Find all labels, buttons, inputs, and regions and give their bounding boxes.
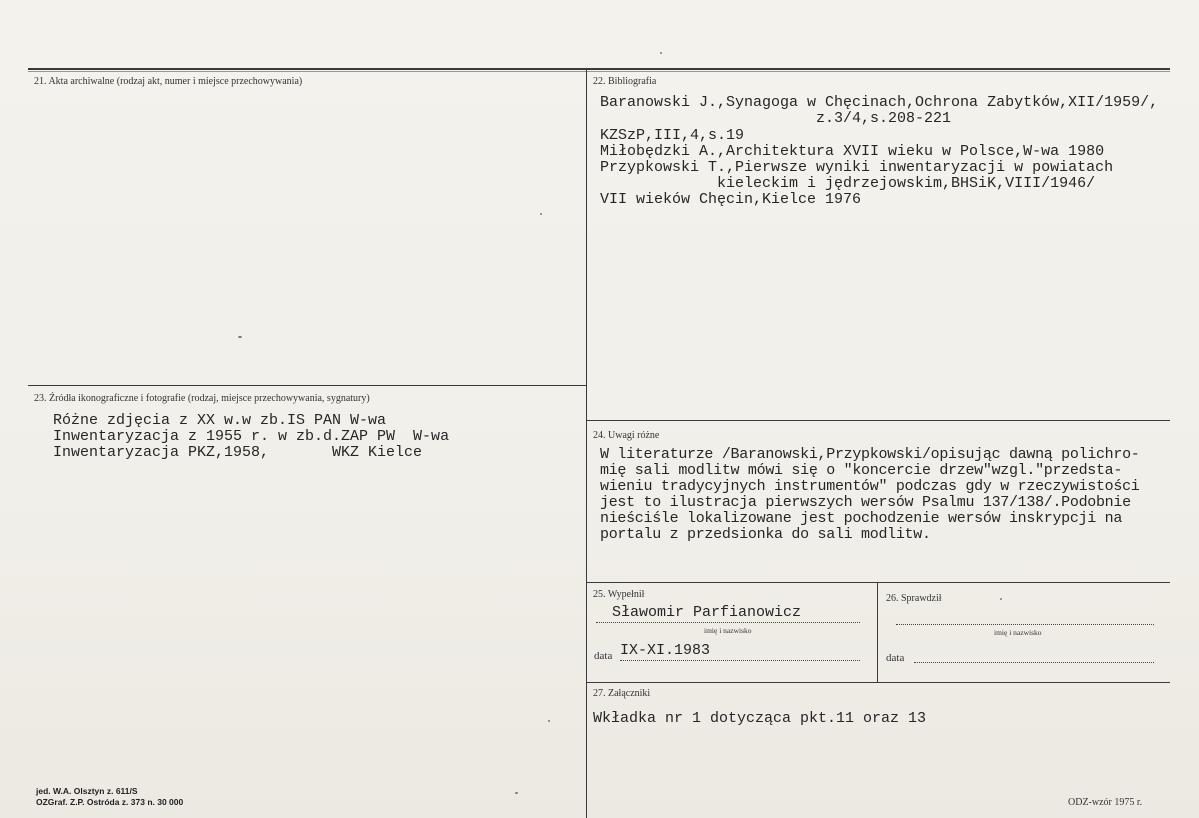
paper-speck [1000, 598, 1002, 600]
section-27-label: 27. Załączniki [593, 688, 651, 699]
top-rule [28, 68, 1170, 70]
sources-line: Inwentaryzacja z 1955 r. w zb.d.ZAP PW W-wa [53, 428, 450, 445]
section-21-label: 21. Akta archiwalne (rodzaj akt, numer i miejsce przechowywania) [34, 76, 303, 87]
bibliography-line: VII wieków Chęcin,Kielce 1976 [600, 191, 862, 208]
section-25-label: 25. Wypełnił [593, 589, 645, 600]
bibliography-line: KZSzP,III,4,s.19 [600, 127, 745, 144]
rule-24-25 [587, 582, 1170, 583]
bibliography-line: kieleckim i jędrzejowskim,BHSiK,VIII/1946/ [600, 175, 1096, 192]
bibliography-line: z.3/4,s.208-221 [600, 110, 952, 127]
checker-date-label: data [886, 652, 905, 664]
divider-25-26 [877, 583, 878, 682]
name-dotted-line [596, 622, 860, 623]
section-23-label: 23. Źródła ikonograficzne i fotografie (rodzaj, miejsce przechowywania, sygnatury) [34, 393, 370, 404]
rule-22-24 [587, 420, 1170, 421]
filled-date: IX-XI.1983 [620, 642, 711, 659]
section-26-label: 26. Sprawdził [886, 593, 942, 604]
paper-speck [540, 213, 542, 215]
checker-name-caption: imię i nazwisko [994, 628, 1042, 637]
printer-imprint-line-2: OZGraf. Z.P. Ostróda z. 373 n. 30 000 [36, 797, 184, 807]
date-dotted-line [620, 660, 860, 661]
remarks-line: wieniu tradycyjnych instrumentów" podczas gdy w rzeczywistości [600, 478, 1140, 495]
printer-imprint-line-1: jed. W.A. Olsztyn z. 611/S [36, 786, 138, 796]
bibliography-line: Przypkowski T.,Pierwsze wyniki inwentaryzacji w powiatach [600, 159, 1114, 176]
top-rule-secondary [28, 71, 1170, 72]
form-number: ODZ-wzór 1975 r. [1068, 797, 1143, 808]
rule-21-23 [28, 385, 586, 386]
filled-by-name: Sławomir Parfianowicz [612, 604, 802, 621]
section-24-label: 24. Uwagi różne [593, 430, 660, 441]
remarks-line: mię sali modlitw mówi się o "koncercie drzew"wzgl."przedsta- [600, 462, 1123, 479]
remarks-line: nieściśle lokalizowane jest pochodzenie wersów inskrypcji na [600, 510, 1123, 527]
sources-line: Inwentaryzacja PKZ,1958, WKZ Kielce [53, 444, 423, 461]
remarks-line: W literaturze /Baranowski,Przypkowski/opisując dawną polichro- [600, 446, 1140, 463]
section-22-label: 22. Bibliografia [593, 76, 657, 87]
paper-speck [660, 52, 662, 54]
paper-speck [548, 720, 550, 722]
rule-25-27 [587, 682, 1170, 683]
date-label: data [594, 650, 613, 662]
paper-speck [515, 792, 518, 794]
remarks-line: portalu z przedsionka do sali modlitw. [600, 526, 931, 543]
checker-name-dotted-line [896, 624, 1154, 625]
checker-date-dotted-line [914, 662, 1154, 663]
attachments-text: Wkładka nr 1 dotycząca pkt.11 oraz 13 [593, 710, 927, 727]
bibliography-line: Miłobędzki A.,Architektura XVII wieku w Polsce,W-wa 1980 [600, 143, 1105, 160]
bibliography-line: Baranowski J.,Synagoga w Chęcinach,Ochrona Zabytków,XII/1959/, [600, 94, 1159, 111]
remarks-line: jest to ilustracja pierwszych wersów Psalmu 137/138/.Podobnie [600, 494, 1131, 511]
sources-line: Różne zdjęcia z XX w.w zb.IS PAN W-wa [53, 412, 387, 429]
paper-speck [238, 336, 242, 338]
name-caption: imię i nazwisko [704, 626, 752, 635]
center-divider [586, 70, 587, 818]
